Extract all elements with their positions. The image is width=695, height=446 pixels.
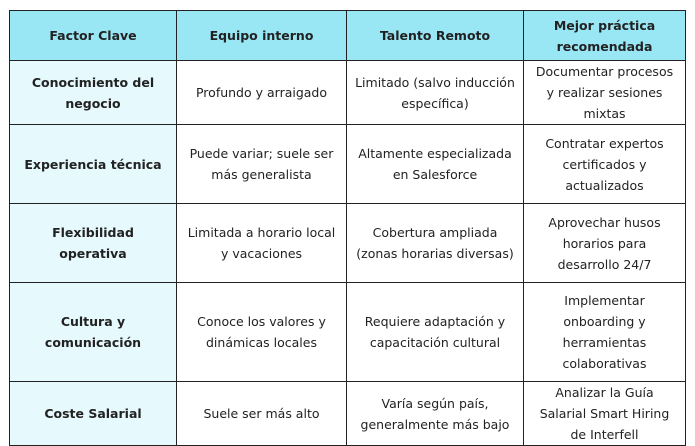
practice-cell: Contratar expertos certificados y actualizados xyxy=(524,125,686,204)
table-body xyxy=(10,61,686,446)
practice-cell: Aprovechar husos horarios para desarrollo 24/7 xyxy=(524,204,686,283)
table-row xyxy=(10,283,686,382)
remote-cell: Varía según país, generalmente más bajo xyxy=(347,382,524,446)
remote-cell: Requiere adaptación y capacitación cultural xyxy=(347,283,524,382)
factor-cell: Flexibilidad operativa xyxy=(10,204,177,283)
remote-cell: Limitado (salvo inducción específica) xyxy=(347,61,524,125)
table-row xyxy=(10,125,686,204)
practice-cell: Analizar la Guía Salarial Smart Hiring de Interfell xyxy=(524,382,686,446)
factor-cell: Coste Salarial xyxy=(10,382,177,446)
header-internal-team: Equipo interno xyxy=(177,11,347,61)
table-row xyxy=(10,382,686,446)
comparison-table xyxy=(9,10,686,446)
internal-cell: Profundo y arraigado xyxy=(177,61,347,125)
factor-cell: Cultura y comunicación xyxy=(10,283,177,382)
practice-cell: Implementar onboarding y herramientas colaborativas xyxy=(524,283,686,382)
table-row xyxy=(10,61,686,125)
header-best-practice: Mejor práctica recomendada xyxy=(524,11,686,61)
table-header xyxy=(10,11,686,61)
internal-cell: Puede variar; suele ser más generalista xyxy=(177,125,347,204)
internal-cell: Suele ser más alto xyxy=(177,382,347,446)
practice-cell: Documentar procesos y realizar sesiones mixtas xyxy=(524,61,686,125)
internal-cell: Limitada a horario local y vacaciones xyxy=(177,204,347,283)
factor-cell: Conocimiento del negocio xyxy=(10,61,177,125)
table-row xyxy=(10,204,686,283)
comparison-table-container xyxy=(9,10,686,446)
factor-cell: Experiencia técnica xyxy=(10,125,177,204)
header-factor: Factor Clave xyxy=(10,11,177,61)
header-remote-talent: Talento Remoto xyxy=(347,11,524,61)
internal-cell: Conoce los valores y dinámicas locales xyxy=(177,283,347,382)
remote-cell: Cobertura ampliada (zonas horarias diversas) xyxy=(347,204,524,283)
remote-cell: Altamente especializada en Salesforce xyxy=(347,125,524,204)
header-row xyxy=(10,11,686,61)
